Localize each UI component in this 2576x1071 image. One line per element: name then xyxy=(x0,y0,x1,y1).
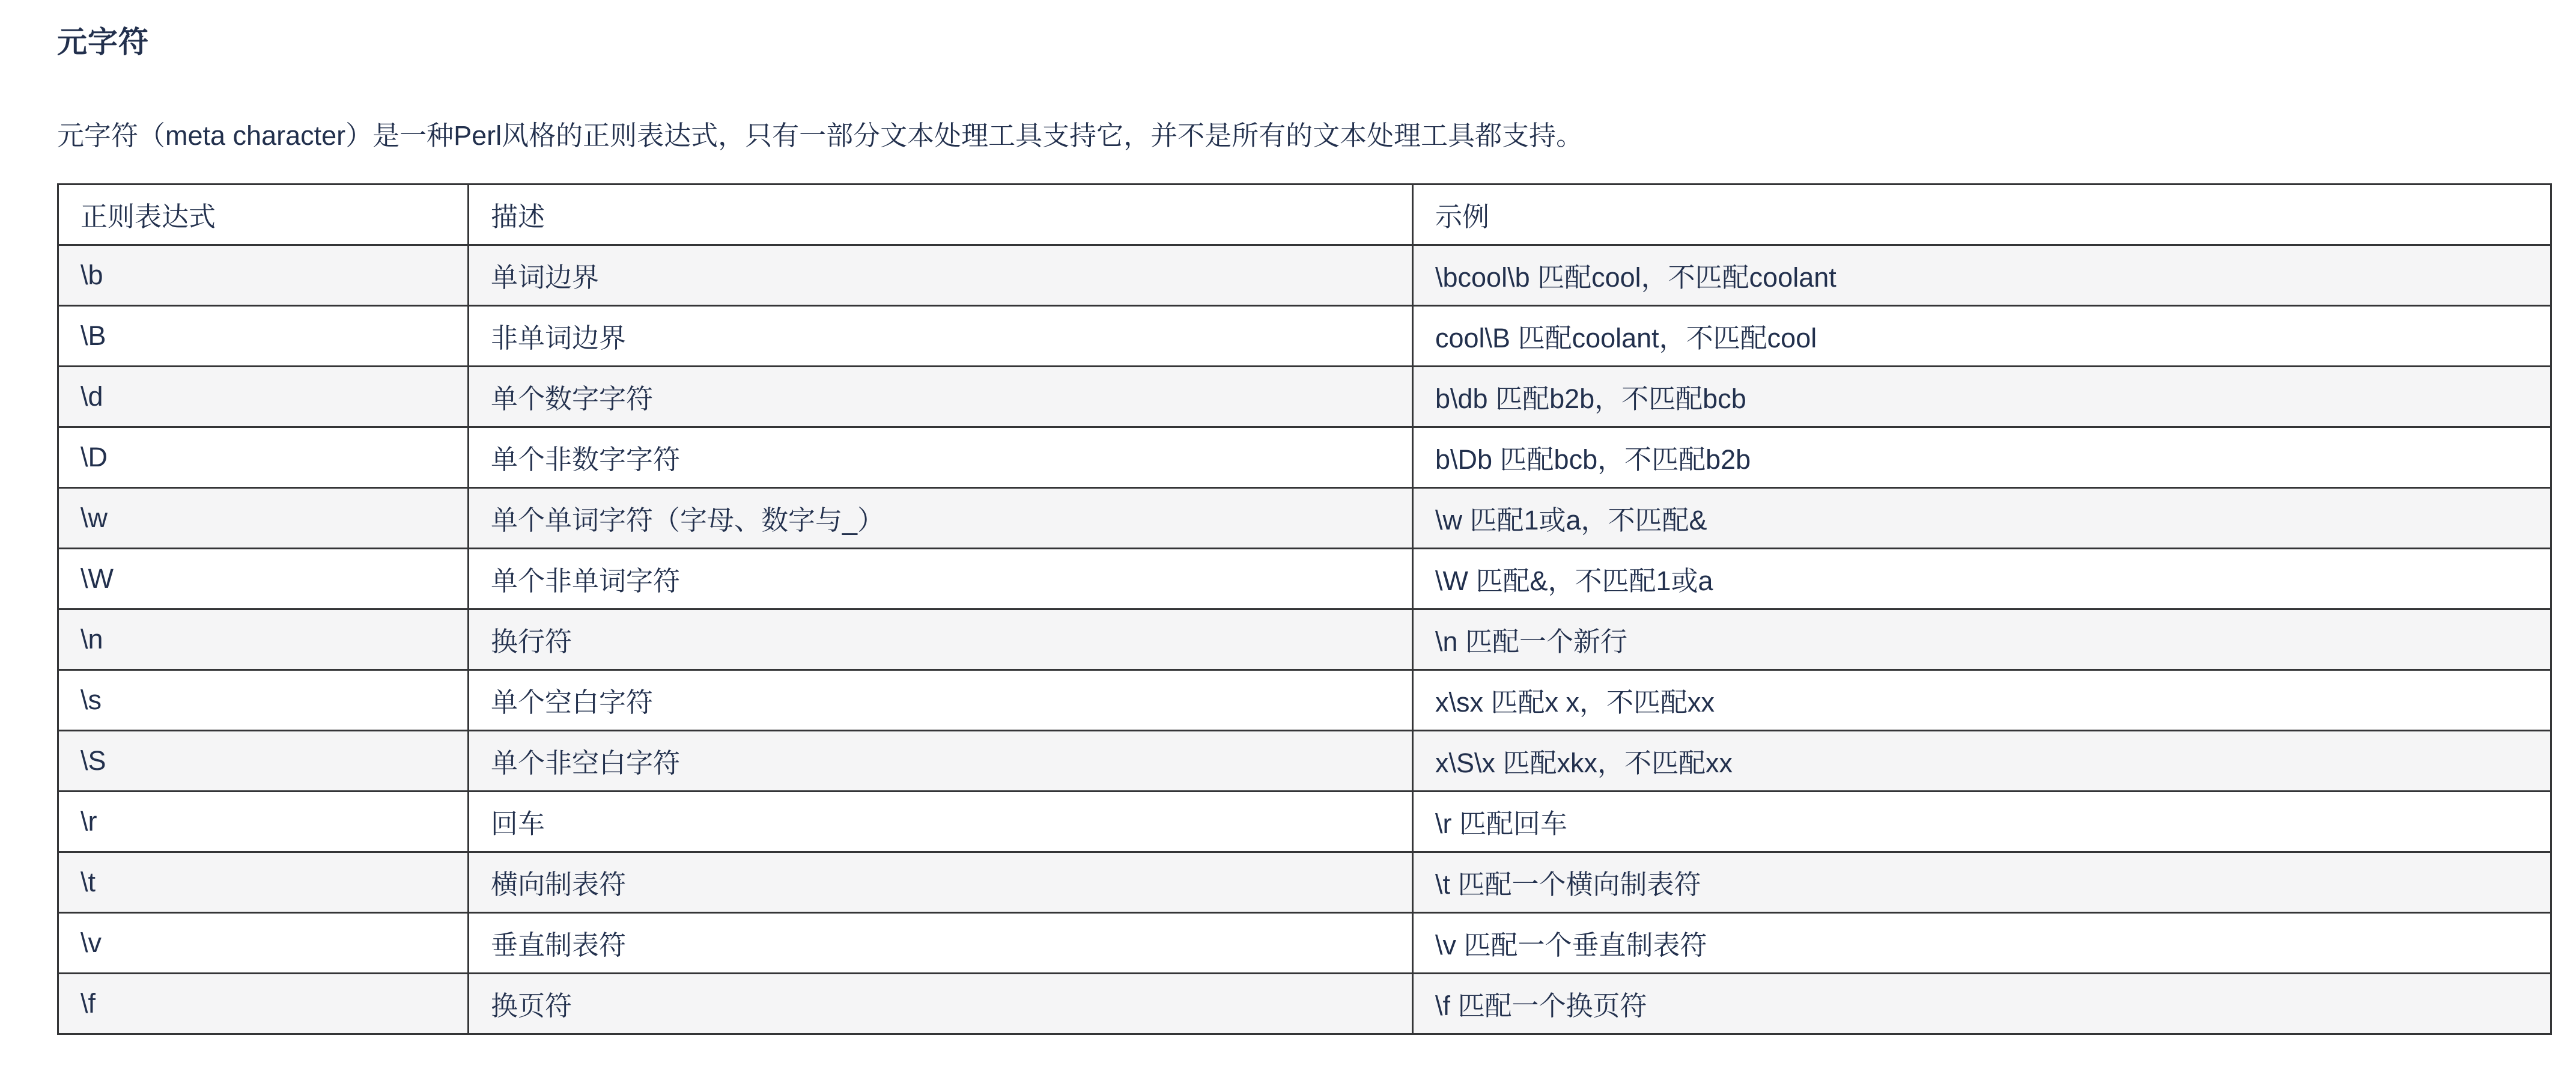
cell-example: cool\B 匹配coolant，不匹配cool xyxy=(1413,305,2551,366)
cell-regex: \B xyxy=(58,305,469,366)
cell-description: 单个空白字符 xyxy=(469,670,1413,730)
cell-description: 单个数字字符 xyxy=(469,366,1413,427)
cell-regex: \S xyxy=(58,730,469,791)
cell-regex: \n xyxy=(58,609,469,670)
cell-regex: \W xyxy=(58,548,469,609)
cell-regex: \b xyxy=(58,245,469,305)
table-row xyxy=(58,730,2551,791)
cell-example: \v 匹配一个垂直制表符 xyxy=(1413,912,2551,973)
intro-paragraph: 元字符（meta character）是一种Perl风格的正则表达式，只有一部分文本处理工具支持它，并不是所有的文本处理工具都支持。 xyxy=(57,120,1584,151)
cell-description: 垂直制表符 xyxy=(469,912,1413,973)
cell-description: 换行符 xyxy=(469,609,1413,670)
cell-example: \f 匹配一个换页符 xyxy=(1413,973,2551,1034)
table-row xyxy=(58,852,2551,912)
table-row xyxy=(58,791,2551,852)
cell-regex: \w xyxy=(58,487,469,548)
cell-description: 单个非数字字符 xyxy=(469,427,1413,487)
table-row xyxy=(58,427,2551,487)
cell-regex: \f xyxy=(58,973,469,1034)
table-row xyxy=(58,912,2551,973)
cell-example: \bcool\b 匹配cool，不匹配coolant xyxy=(1413,245,2551,305)
table-row xyxy=(58,670,2551,730)
cell-example: x\sx 匹配x x，不匹配xx xyxy=(1413,670,2551,730)
cell-example: b\Db 匹配bcb，不匹配b2b xyxy=(1413,427,2551,487)
header-row xyxy=(58,184,2551,245)
cell-description: 单个非空白字符 xyxy=(469,730,1413,791)
cell-regex: \r xyxy=(58,791,469,852)
cell-regex: \s xyxy=(58,670,469,730)
table-body xyxy=(58,245,2551,1034)
cell-description: 非单词边界 xyxy=(469,305,1413,366)
column-header-description: 描述 xyxy=(469,184,1413,245)
cell-example: x\S\x 匹配xkx，不匹配xx xyxy=(1413,730,2551,791)
cell-description: 单个单词字符（字母、数字与_） xyxy=(469,487,1413,548)
cell-description: 单词边界 xyxy=(469,245,1413,305)
cell-regex: \d xyxy=(58,366,469,427)
cell-example: \t 匹配一个横向制表符 xyxy=(1413,852,2551,912)
cell-regex: \D xyxy=(58,427,469,487)
cell-description: 横向制表符 xyxy=(469,852,1413,912)
cell-example: \r 匹配回车 xyxy=(1413,791,2551,852)
cell-example: \n 匹配一个新行 xyxy=(1413,609,2551,670)
cell-regex: \v xyxy=(58,912,469,973)
table-row xyxy=(58,245,2551,305)
column-header-example: 示例 xyxy=(1413,184,2551,245)
cell-description: 单个非单词字符 xyxy=(469,548,1413,609)
page-title: 元字符 xyxy=(57,25,149,59)
cell-description: 回车 xyxy=(469,791,1413,852)
table-row xyxy=(58,548,2551,609)
column-header-regex: 正则表达式 xyxy=(58,184,469,245)
cell-example: \w 匹配1或a，不匹配& xyxy=(1413,487,2551,548)
table-row xyxy=(58,487,2551,548)
table-row xyxy=(58,973,2551,1034)
cell-regex: \t xyxy=(58,852,469,912)
table-row xyxy=(58,366,2551,427)
table-row xyxy=(58,305,2551,366)
metacharacter-table xyxy=(57,183,2552,1035)
cell-example: \W 匹配&，不匹配1或a xyxy=(1413,548,2551,609)
cell-description: 换页符 xyxy=(469,973,1413,1034)
cell-example: b\db 匹配b2b，不匹配bcb xyxy=(1413,366,2551,427)
table-row xyxy=(58,609,2551,670)
